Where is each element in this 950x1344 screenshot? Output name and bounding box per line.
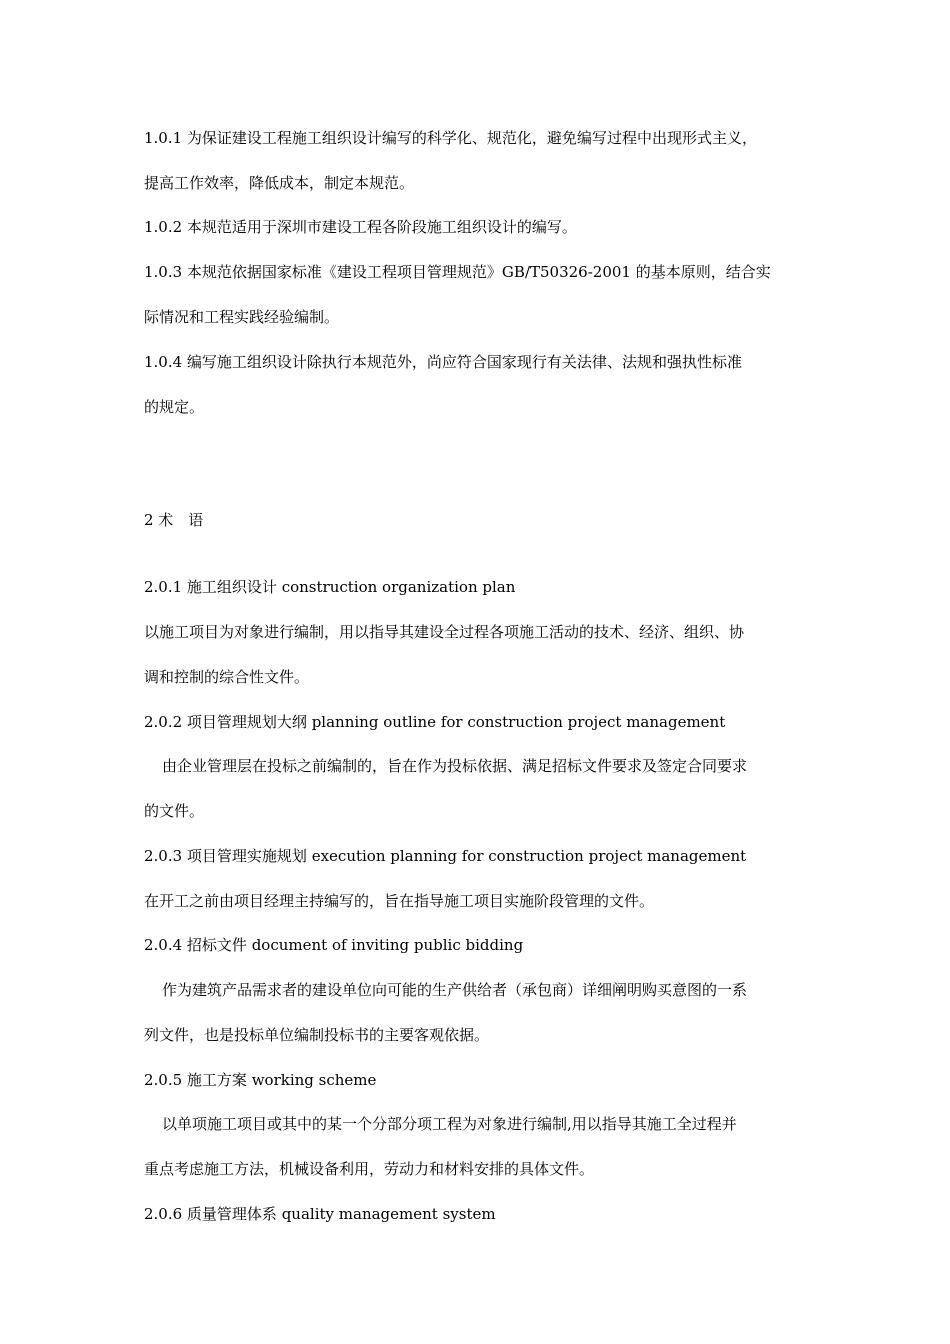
- term-2-0-5-line-1: 以单项施工项目或其中的某一个分部分项工程为对象进行编制,用以指导其施工全过程并: [162, 1115, 737, 1133]
- section-2-heading: 2 术 语: [144, 511, 204, 529]
- term-2-0-2-line-2: 的文件。: [144, 802, 205, 820]
- term-2-0-1-title: 2.0.1 施工组织设计 construction organization plan: [144, 578, 516, 596]
- term-2-0-4-line-1: 作为建筑产品需求者的建设单位向可能的生产供给者（承包商）详细阐明购买意图的一系: [162, 981, 748, 999]
- term-2-0-2-line-1: 由企业管理层在投标之前编制的，旨在作为投标依据、满足招标文件要求及签定合同要求: [162, 757, 748, 775]
- term-2-0-4-title: 2.0.4 招标文件 document of inviting public bidding: [144, 936, 524, 954]
- term-2-0-5-title: 2.0.5 施工方案 working scheme: [144, 1071, 377, 1089]
- term-2-0-3-line-1: 在开工之前由项目经理主持编写的，旨在指导施工项目实施阶段管理的文件。: [144, 892, 655, 910]
- clause-1-0-1-line-1: 1.0.1 为保证建设工程施工组织设计编写的科学化、规范化，避免编写过程中出现形式主义，: [144, 129, 757, 147]
- clause-1-0-3-line-2: 际情况和工程实践经验编制。: [144, 308, 340, 326]
- clause-1-0-2-line-1: 1.0.2 本规范适用于深圳市建设工程各阶段施工组织设计的编写。: [144, 218, 577, 236]
- term-2-0-2-title: 2.0.2 项目管理规划大纲 planning outline for construction project management: [144, 713, 726, 731]
- clause-1-0-4-line-2: 的规定。: [144, 398, 205, 416]
- term-2-0-6-title: 2.0.6 质量管理体系 quality management system: [144, 1205, 496, 1223]
- term-2-0-5-line-2: 重点考虑施工方法，机械设备利用，劳动力和材料安排的具体文件。: [144, 1160, 595, 1178]
- clause-1-0-3-line-1: 1.0.3 本规范依据国家标准《建设工程项目管理规范》GB/T50326-2001 的基本原则，结合实: [144, 263, 771, 281]
- term-2-0-4-line-2: 列文件，也是投标单位编制投标书的主要客观依据。: [144, 1026, 490, 1044]
- term-2-0-1-line-1: 以施工项目为对象进行编制，用以指导其建设全过程各项施工活动的技术、经济、组织、协: [144, 623, 745, 641]
- term-2-0-1-line-2: 调和控制的综合性文件。: [144, 668, 310, 686]
- term-2-0-3-title: 2.0.3 项目管理实施规划 execution planning for construction project management: [144, 847, 747, 865]
- clause-1-0-4-line-1: 1.0.4 编写施工组织设计除执行本规范外，尚应符合国家现行有关法律、法规和强执性标准: [144, 353, 742, 371]
- clause-1-0-1-line-2: 提高工作效率，降低成本，制定本规范。: [144, 174, 415, 192]
